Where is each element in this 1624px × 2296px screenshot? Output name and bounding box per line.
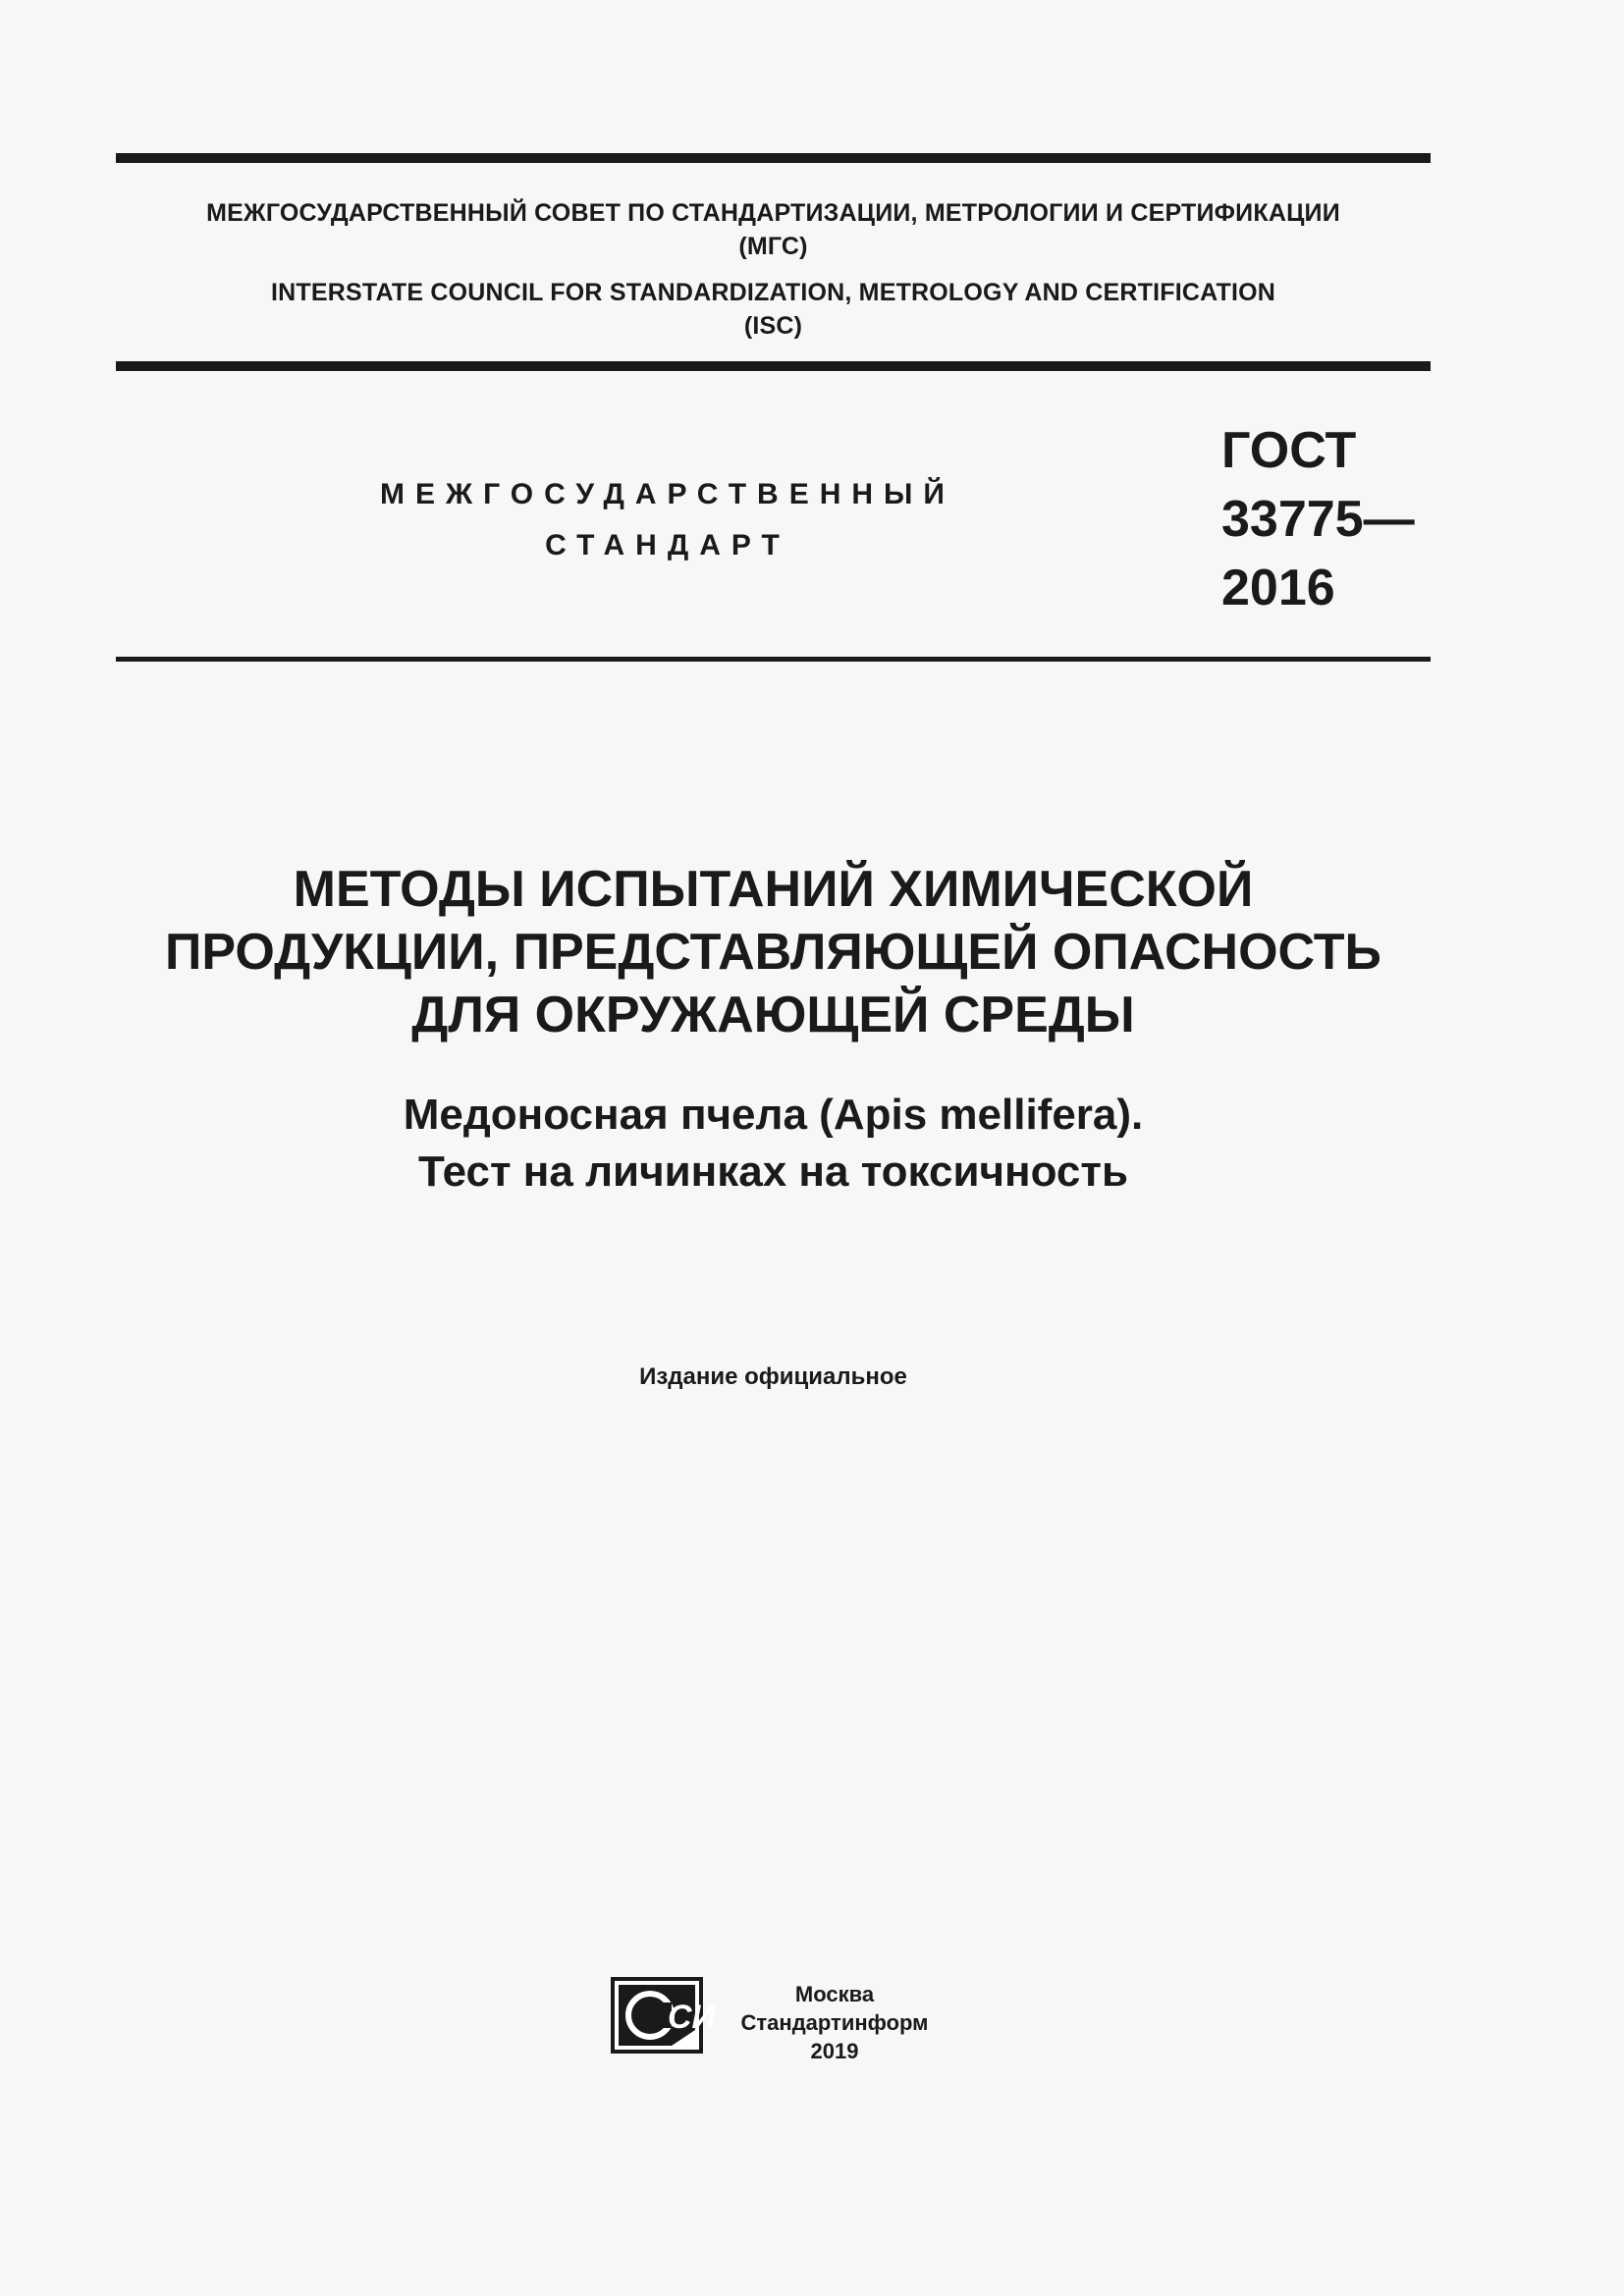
publisher-block bbox=[707, 1980, 962, 2065]
standard-kind bbox=[324, 469, 1011, 571]
document-subtitle bbox=[98, 1087, 1448, 1201]
designation-prefix: ГОСТ bbox=[1221, 422, 1357, 479]
logo-letters: СИ bbox=[668, 1999, 717, 2036]
middle-rule bbox=[116, 361, 1431, 371]
document-title bbox=[98, 858, 1448, 1046]
edition-note: Издание официальное bbox=[639, 1363, 907, 1390]
council-name-en bbox=[116, 276, 1431, 343]
council-abbrev-ru: (МГС) bbox=[738, 233, 808, 260]
title-line2: ПРОДУКЦИИ, ПРЕДСТАВЛЯЮЩЕЙ ОПАСНОСТЬ bbox=[165, 924, 1381, 981]
subtitle-line1: Медоносная пчела (Apis mellifera). bbox=[403, 1091, 1144, 1139]
standard-kind-line2: СТАНДАРТ bbox=[545, 529, 790, 561]
standard-designation bbox=[1221, 416, 1415, 622]
title-line3: ДЛЯ ОКРУЖАЮЩЕЙ СРЕДЫ bbox=[411, 987, 1135, 1043]
standard-kind-line1: МЕЖГОСУДАРСТВЕННЫЙ bbox=[380, 478, 955, 510]
designation-year: 2016 bbox=[1221, 560, 1335, 616]
standartinform-logo-icon bbox=[611, 1977, 717, 2054]
publisher-name: Стандартинформ bbox=[740, 2010, 929, 2035]
title-line1: МЕТОДЫ ИСПЫТАНИЙ ХИМИЧЕСКОЙ bbox=[293, 861, 1254, 918]
lower-rule bbox=[116, 657, 1431, 662]
council-name-en-line1: INTERSTATE COUNCIL FOR STANDARDIZATION, METROLOGY AND CERTIFICATION bbox=[270, 279, 1276, 306]
council-abbrev-en: (ISC) bbox=[743, 312, 803, 340]
top-rule bbox=[116, 153, 1431, 163]
publication-year: 2019 bbox=[810, 2039, 859, 2063]
subtitle-line2: Тест на личинках на токсичность bbox=[417, 1148, 1128, 1196]
council-name-ru-line1: МЕЖГОСУДАРСТВЕННЫЙ СОВЕТ ПО СТАНДАРТИЗАЦИИ, МЕТРОЛОГИИ И СЕРТИФИКАЦИИ bbox=[206, 199, 1340, 227]
council-name-ru bbox=[116, 196, 1431, 263]
designation-number: 33775— bbox=[1221, 491, 1415, 548]
publisher-city: Москва bbox=[794, 1982, 875, 2006]
